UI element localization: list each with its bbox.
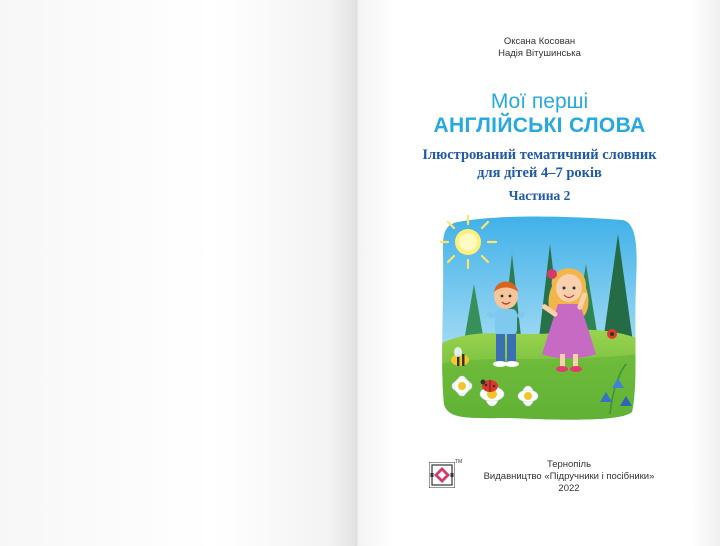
sun-icon — [440, 216, 496, 268]
title-line-2: АНГЛІЙСЬКІ СЛОВА — [433, 114, 646, 137]
subtitle-line-1: Ілюстрований тематичний словник — [422, 147, 657, 163]
author-name: Надія Вітушинська — [498, 48, 581, 59]
year: 2022 — [558, 483, 580, 494]
subtitle — [359, 146, 720, 182]
left-page — [0, 0, 357, 546]
title-line-1: Мої перші — [490, 90, 589, 113]
author-name: Оксана Косован — [503, 36, 576, 47]
authors — [359, 36, 720, 60]
publisher: Видавництво «Підручники і посібники» — [483, 471, 655, 482]
trademark-mark: ТМ — [455, 459, 463, 465]
publisher-logo-icon — [429, 462, 455, 488]
imprint — [468, 459, 670, 495]
part-label: Частина 2 — [508, 188, 571, 203]
city: Тернопіль — [546, 459, 592, 470]
subtitle-line-2: для дітей 4–7 років — [477, 165, 602, 181]
cover-illustration — [440, 214, 640, 424]
